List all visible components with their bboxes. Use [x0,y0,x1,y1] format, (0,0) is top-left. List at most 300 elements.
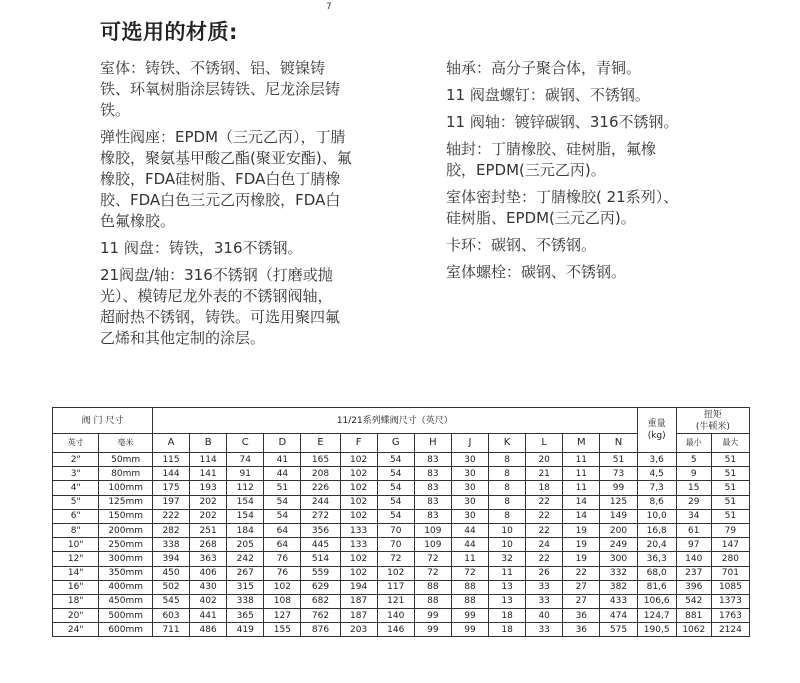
table-cell: 205 [227,538,264,552]
table-cell: 8,6 [637,495,676,509]
table-row [53,495,750,509]
table-cell: 502 [152,580,189,594]
table-cell: 22 [563,566,600,580]
table-cell: 559 [301,566,340,580]
table-cell: 711 [152,623,189,637]
inch-header: 英寸 [53,434,99,453]
dimension-letter-header: N [600,434,637,453]
table-cell: 10 [489,538,526,552]
table-cell: 83 [414,453,451,467]
material-paragraph [446,139,766,181]
table-cell: 202 [190,509,227,523]
table-cell: 64 [264,538,301,552]
torque-header-label: 扭矩 [703,409,722,420]
table-cell: 34 [676,509,711,523]
table-cell: 83 [414,467,451,481]
table-cell: 36 [563,623,600,637]
table-cell: 19 [563,523,600,537]
table-cell: 268 [190,538,227,552]
table-row [53,594,750,608]
table-cell: 51 [711,481,749,495]
material-paragraph [100,265,440,349]
table-cell: 1763 [711,609,749,623]
dimensions-header: 11/21系列蝶阀尺寸（英尺） [152,408,637,434]
table-cell: 881 [676,609,711,623]
valve-size-header: 阀 门 尺寸 [53,408,153,434]
table-cell: 99 [600,481,637,495]
table-cell: 282 [152,523,189,537]
table-cell: 51 [600,453,637,467]
table-cell: 272 [301,509,340,523]
table-cell: 8 [489,453,526,467]
table-cell: 51 [711,453,749,467]
weight-header-label: 重量 [647,419,666,429]
material-paragraph [446,58,766,79]
table-cell: 10 [489,523,526,537]
mm-header: 毫米 [99,434,153,453]
table-cell: 72 [414,566,451,580]
material-line: 色氟橡胶。 [100,212,176,230]
table-cell: 242 [227,552,264,566]
torque-header [676,408,749,434]
page-mark: 7 [326,2,332,12]
table-row [53,453,750,467]
table-cell: 12" [53,552,99,566]
dimension-letter-header: A [152,434,189,453]
table-cell: 200mm [99,523,153,537]
torque-min-header: 最小 [676,434,711,453]
table-cell: 11 [489,566,526,580]
table-cell: 280 [711,552,749,566]
table-cell: 194 [340,580,377,594]
table-cell: 30 [451,495,488,509]
table-cell: 1373 [711,594,749,608]
table-cell: 18 [526,481,563,495]
table-cell: 30 [451,481,488,495]
table-cell: 114 [190,453,227,467]
material-paragraph [446,112,766,133]
table-cell: 4,5 [637,467,676,481]
table-cell: 244 [301,495,340,509]
torque-max-header: 最大 [711,434,749,453]
table-cell: 542 [676,594,711,608]
table-cell: 332 [600,566,637,580]
table-cell: 16" [53,580,99,594]
material-line: 轴封：丁腈橡胶、硅树脂，氟橡 [446,140,657,158]
material-line: 卡环：碳钢、不锈钢。 [446,236,597,254]
table-cell: 18" [53,594,99,608]
table-row [53,566,750,580]
table-cell: 22 [526,523,563,537]
table-cell: 187 [340,594,377,608]
table-row [53,481,750,495]
dimensions-table [52,407,750,637]
table-cell: 30 [451,453,488,467]
table-cell: 102 [377,566,414,580]
table-cell: 154 [227,509,264,523]
table-cell: 102 [340,495,377,509]
table-cell: 338 [152,538,189,552]
table-cell: 99 [451,609,488,623]
table-cell: 682 [301,594,340,608]
table-cell: 30 [451,467,488,481]
table-cell: 112 [227,481,264,495]
table-cell: 44 [451,538,488,552]
table-cell: 300mm [99,552,153,566]
table-cell: 876 [301,623,340,637]
table-cell: 144 [152,467,189,481]
table-cell: 8 [489,495,526,509]
table-cell: 445 [301,538,340,552]
table-cell: 127 [264,609,301,623]
material-line: 室体：铸铁、不锈钢、铝、镀镍铸 [100,59,326,77]
table-cell: 190,5 [637,623,676,637]
table-cell: 36 [563,609,600,623]
material-line: 11 阀盘：铸铁，316不锈钢。 [100,239,303,257]
table-cell: 54 [377,481,414,495]
dimension-letter-header: B [190,434,227,453]
table-cell: 226 [301,481,340,495]
table-cell: 54 [377,509,414,523]
table-cell: 88 [414,594,451,608]
table-cell: 91 [227,467,264,481]
table-cell: 8 [489,481,526,495]
table-cell: 2124 [711,623,749,637]
table-cell: 83 [414,495,451,509]
table-cell: 20,4 [637,538,676,552]
table-cell: 208 [301,467,340,481]
table-cell: 61 [676,523,711,537]
material-line: 胶、FDA白色三元乙丙橡胶，FDA白 [100,191,341,209]
dimension-letter-header: D [264,434,301,453]
table-cell: 200 [600,523,637,537]
dimension-letter-header: L [526,434,563,453]
table-cell: 140 [377,609,414,623]
table-cell: 64 [264,523,301,537]
table-cell: 70 [377,538,414,552]
table-cell: 2" [53,453,99,467]
table-cell: 450 [152,566,189,580]
material-line: 光）、模铸尼龙外表的不锈钢阀轴， [100,287,333,305]
weight-header [637,408,676,453]
table-cell: 44 [451,523,488,537]
table-row [53,467,750,481]
table-cell: 603 [152,609,189,623]
dimension-letter-header: J [451,434,488,453]
table-cell: 11 [563,481,600,495]
material-line: 弹性阀座：EPDM（三元乙丙），丁腈 [100,128,346,146]
table-cell: 251 [190,523,227,537]
material-line: 11 阀盘螺钉：碳钢、不锈钢。 [446,86,650,104]
table-cell: 33 [526,594,563,608]
table-cell: 20 [526,453,563,467]
table-cell: 106,6 [637,594,676,608]
table-cell: 80mm [99,467,153,481]
table-cell: 3,6 [637,453,676,467]
weight-header-unit: (kg) [647,431,666,441]
table-cell: 54 [264,509,301,523]
table-cell: 315 [227,580,264,594]
table-cell: 140 [676,552,711,566]
table-cell: 13 [489,594,526,608]
table-cell: 146 [377,623,414,637]
table-cell: 514 [301,552,340,566]
table-cell: 149 [600,509,637,523]
table-cell: 450mm [99,594,153,608]
dimension-letter-header: E [301,434,340,453]
table-cell: 762 [301,609,340,623]
table-cell: 97 [676,538,711,552]
table-cell: 9 [676,467,711,481]
table-cell: 102 [340,453,377,467]
table-cell: 50mm [99,453,153,467]
table-cell: 363 [190,552,227,566]
table-cell: 8 [489,467,526,481]
table-cell: 338 [227,594,264,608]
table-cell: 26 [526,566,563,580]
table-cell: 41 [264,453,301,467]
table-cell: 1062 [676,623,711,637]
table-cell: 4" [53,481,99,495]
table-cell: 203 [340,623,377,637]
table-cell: 88 [451,580,488,594]
table-cell: 14" [53,566,99,580]
table-cell: 102 [264,580,301,594]
table-cell: 400mm [99,580,153,594]
table-cell: 79 [711,523,749,537]
table-cell: 83 [414,509,451,523]
table-cell: 419 [227,623,264,637]
table-cell: 402 [190,594,227,608]
material-line: 橡胶，FDA硅树脂、FDA白色丁腈橡 [100,170,341,188]
table-cell: 300 [600,552,637,566]
table-cell: 36,3 [637,552,676,566]
material-paragraph [446,262,766,283]
table-cell: 154 [227,495,264,509]
table-cell: 16,8 [637,523,676,537]
table-cell: 27 [563,580,600,594]
table-cell: 54 [377,495,414,509]
table-cell: 11 [563,453,600,467]
table-cell: 51 [711,495,749,509]
table-cell: 133 [340,523,377,537]
table-cell: 193 [190,481,227,495]
table-cell: 54 [377,467,414,481]
table-cell: 22 [526,495,563,509]
table-cell: 141 [190,467,227,481]
table-cell: 108 [264,594,301,608]
table-cell: 33 [526,623,563,637]
table-cell: 88 [451,594,488,608]
table-cell: 68,0 [637,566,676,580]
table-cell: 150mm [99,509,153,523]
dimension-letter-header: G [377,434,414,453]
table-cell: 19 [563,538,600,552]
table-cell: 545 [152,594,189,608]
table-cell: 5" [53,495,99,509]
table-cell: 350mm [99,566,153,580]
material-line: 硅树脂、EPDM(三元乙丙)。 [446,209,636,227]
table-row [53,552,750,566]
table-cell: 18 [489,609,526,623]
table-cell: 474 [600,609,637,623]
table-cell: 356 [301,523,340,537]
table-row [53,509,750,523]
table-cell: 396 [676,580,711,594]
material-line: 21阀盘/轴：316不锈钢（打磨或抛 [100,266,333,284]
table-row [53,609,750,623]
table-cell: 441 [190,609,227,623]
table-cell: 486 [190,623,227,637]
materials-title: 可选用的材质: [100,20,238,44]
table-cell: 51 [711,509,749,523]
table-row [53,538,750,552]
table-cell: 21 [526,467,563,481]
table-cell: 102 [340,481,377,495]
table-cell: 267 [227,566,264,580]
material-paragraph [100,58,440,121]
table-cell: 184 [227,523,264,537]
table-row [53,623,750,637]
material-paragraph [100,127,440,232]
materials-right-column [446,58,766,289]
table-cell: 22 [526,509,563,523]
table-cell: 6" [53,509,99,523]
table-cell: 8" [53,523,99,537]
table-cell: 81,6 [637,580,676,594]
table-cell: 406 [190,566,227,580]
table-cell: 102 [340,467,377,481]
table-cell: 102 [340,509,377,523]
material-paragraph [100,238,440,259]
torque-header-unit: (牛顿米) [695,421,730,432]
table-cell: 19 [563,552,600,566]
table-cell: 237 [676,566,711,580]
table-cell: 109 [414,523,451,537]
table-cell: 29 [676,495,711,509]
material-line: 11 阀轴：镀锌碳钢、316不锈钢。 [446,113,679,131]
table-cell: 51 [264,481,301,495]
table-cell: 250mm [99,538,153,552]
table-cell: 121 [377,594,414,608]
table-cell: 430 [190,580,227,594]
table-cell: 72 [414,552,451,566]
table-cell: 30 [451,509,488,523]
material-line: 胶，EPDM(三元乙丙)。 [446,161,606,179]
table-cell: 222 [152,509,189,523]
table-cell: 249 [600,538,637,552]
table-cell: 629 [301,580,340,594]
material-paragraph [446,235,766,256]
table-cell: 14 [563,495,600,509]
table-cell: 20" [53,609,99,623]
table-cell: 54 [264,495,301,509]
table-cell: 51 [711,467,749,481]
table-cell: 99 [414,609,451,623]
material-line: 室体密封垫：丁腈橡胶( 21系列）、 [446,188,679,206]
table-cell: 83 [414,481,451,495]
table-cell: 99 [414,623,451,637]
table-cell: 575 [600,623,637,637]
materials-left-column [100,58,440,355]
dimension-letter-header: K [489,434,526,453]
table-cell: 202 [190,495,227,509]
table-cell: 44 [264,467,301,481]
table-cell: 433 [600,594,637,608]
dimension-letter-header: C [227,434,264,453]
table-cell: 701 [711,566,749,580]
table-cell: 15 [676,481,711,495]
table-cell: 600mm [99,623,153,637]
dimensions-table-body [53,453,750,637]
table-cell: 1085 [711,580,749,594]
table-cell: 73 [600,467,637,481]
material-line: 超耐热不锈钢，铸铁。可选用聚四氟 [100,308,341,326]
table-cell: 102 [340,552,377,566]
table-cell: 74 [227,453,264,467]
table-cell: 394 [152,552,189,566]
material-line: 轴承：高分子聚合体，青铜。 [446,59,642,77]
table-cell: 100mm [99,481,153,495]
table-cell: 99 [451,623,488,637]
material-paragraph [446,187,766,229]
table-cell: 187 [340,609,377,623]
table-cell: 5 [676,453,711,467]
table-cell: 13 [489,580,526,594]
table-cell: 115 [152,453,189,467]
table-cell: 3" [53,467,99,481]
table-cell: 24" [53,623,99,637]
table-cell: 10" [53,538,99,552]
table-cell: 125 [600,495,637,509]
table-cell: 365 [227,609,264,623]
table-cell: 8 [489,509,526,523]
material-paragraph [446,85,766,106]
table-cell: 40 [526,609,563,623]
table-cell: 72 [451,566,488,580]
table-cell: 147 [711,538,749,552]
material-line: 室体螺栓：碳钢、不锈钢。 [446,263,627,281]
table-cell: 124,7 [637,609,676,623]
dimension-letter-header: H [414,434,451,453]
table-cell: 155 [264,623,301,637]
table-cell: 72 [377,552,414,566]
table-cell: 54 [377,453,414,467]
table-cell: 197 [152,495,189,509]
table-cell: 133 [340,538,377,552]
table-cell: 33 [526,580,563,594]
table-cell: 88 [414,580,451,594]
table-cell: 24 [526,538,563,552]
table-cell: 382 [600,580,637,594]
table-cell: 76 [264,552,301,566]
table-cell: 70 [377,523,414,537]
table-cell: 76 [264,566,301,580]
dimension-letter-header: M [563,434,600,453]
table-cell: 175 [152,481,189,495]
table-cell: 500mm [99,609,153,623]
material-line: 铁。 [100,101,131,119]
material-line: 橡胶，聚氨基甲酸乙酯(聚亚安酯)、氟 [100,149,352,167]
table-cell: 117 [377,580,414,594]
table-cell: 14 [563,509,600,523]
table-cell: 18 [489,623,526,637]
table-row [53,580,750,594]
table-cell: 32 [489,552,526,566]
table-cell: 165 [301,453,340,467]
dimension-letter-header: F [340,434,377,453]
table-cell: 109 [414,538,451,552]
